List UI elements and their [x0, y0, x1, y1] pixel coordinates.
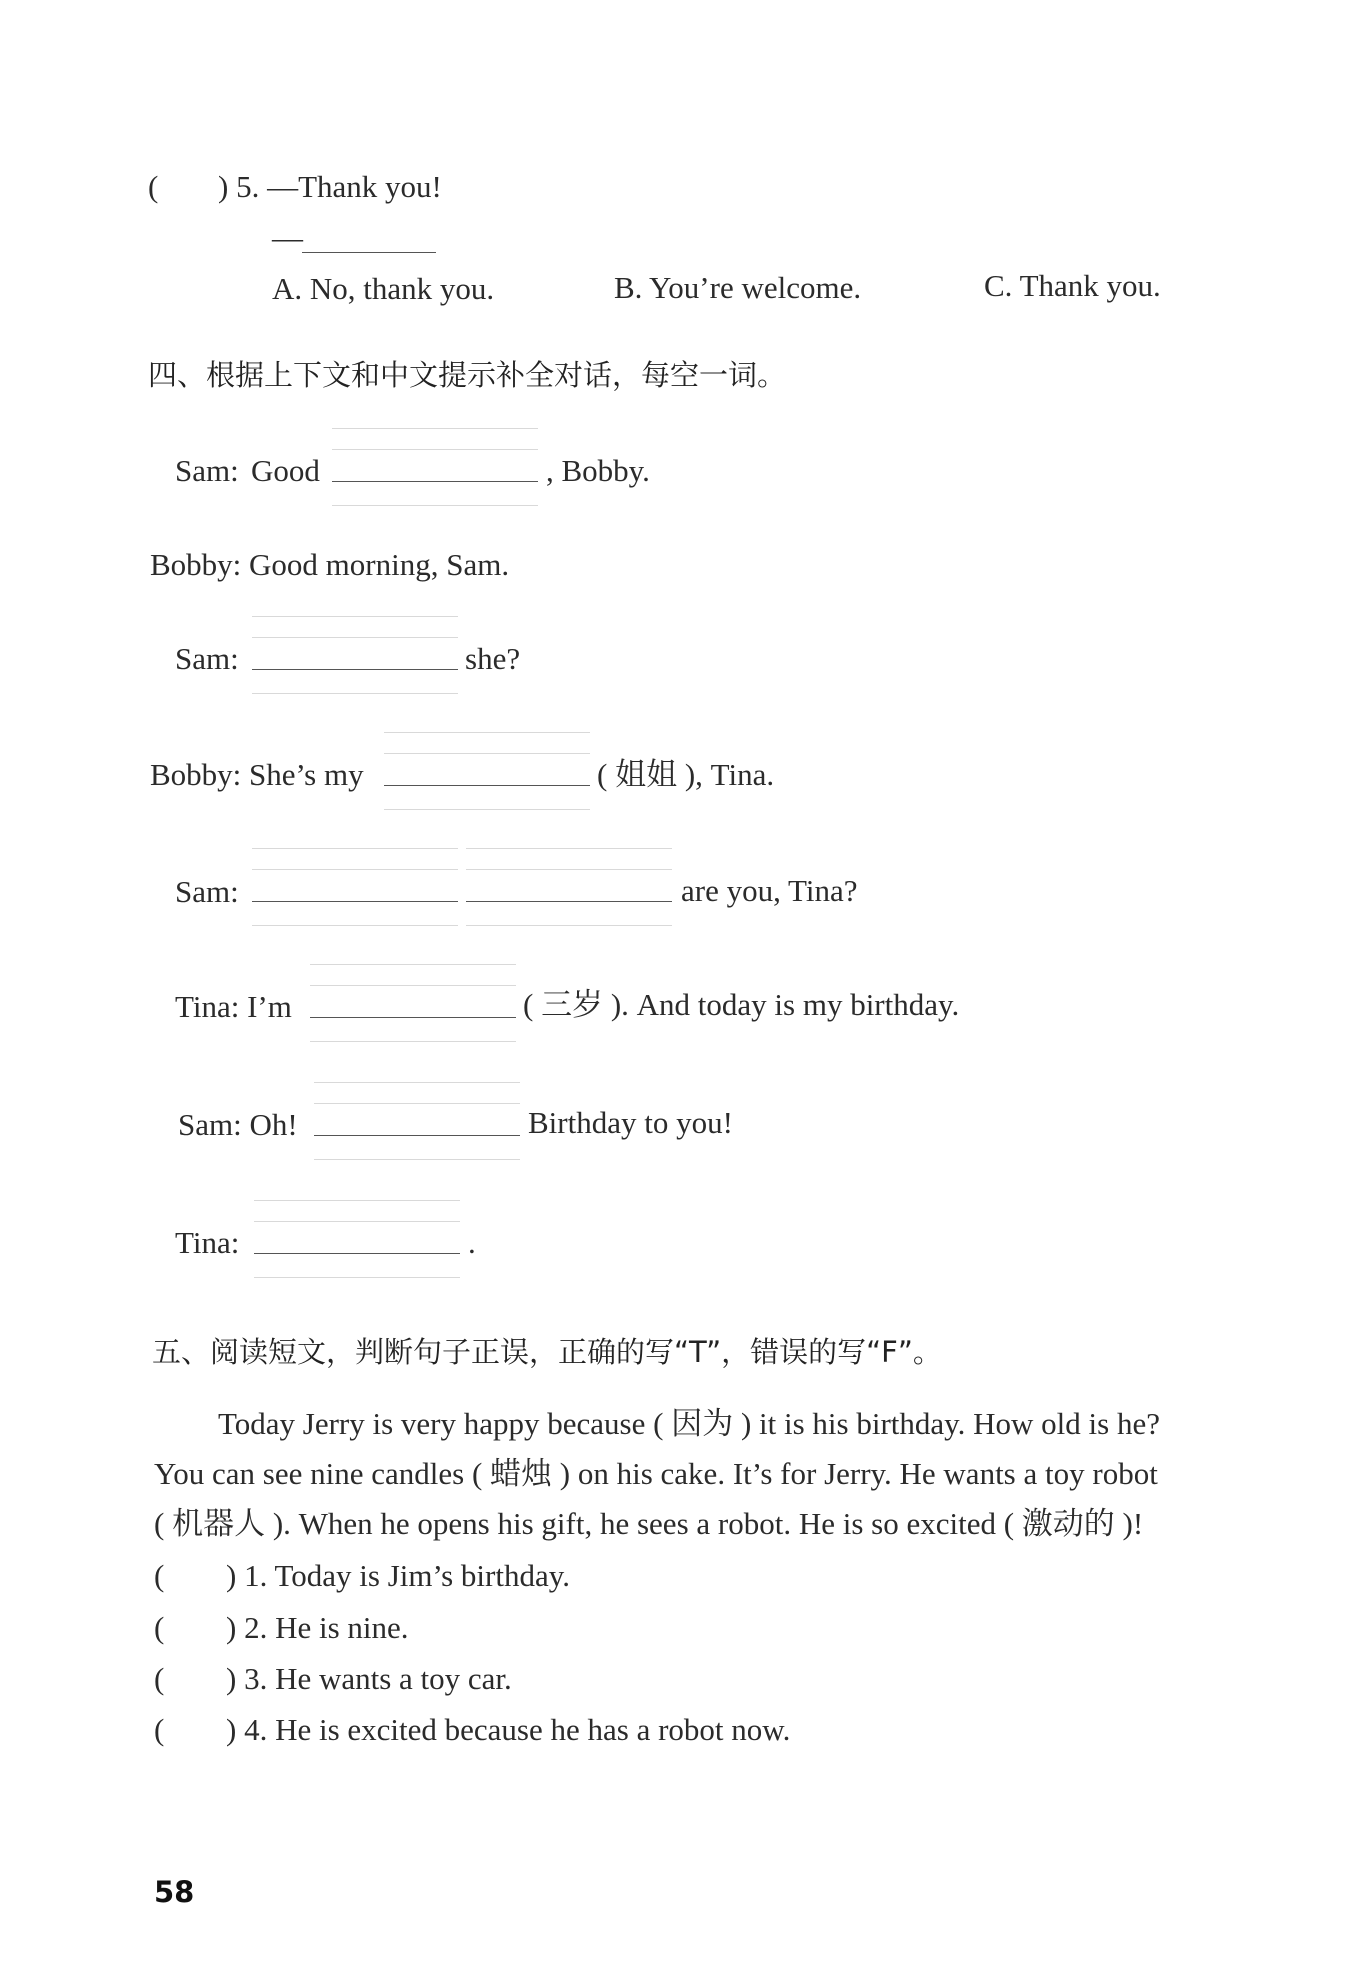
q5-open-paren: (	[148, 169, 159, 204]
tf-item-3: ) 3. He wants a toy car.	[226, 1661, 512, 1696]
tf-item-2: ) 2. He is nine.	[226, 1610, 409, 1645]
answer-blank-7[interactable]	[254, 1253, 460, 1254]
answer-blank-2[interactable]	[252, 669, 458, 670]
guide-line	[332, 449, 538, 450]
section4-heading: 四、根据上下文和中文提示补全对话，每空一词。	[148, 358, 787, 392]
tf-open-paren-3: (	[154, 1661, 165, 1696]
q5-stem: ) 5. —Thank you!	[218, 169, 442, 204]
dialogue-after-3: ( 姐姐 ), Tina.	[597, 757, 775, 792]
guide-line	[252, 616, 458, 617]
answer-blank-6[interactable]	[314, 1135, 520, 1136]
dialogue-after-2: she?	[465, 641, 521, 676]
guide-line	[310, 1041, 516, 1042]
q5-answer-dash: —	[272, 220, 303, 255]
dialogue-after-5: ( 三岁 ). And today is my birthday.	[523, 987, 960, 1022]
dialogue-line-bobby-2: Bobby: She’s my	[150, 757, 364, 792]
guide-line	[254, 1200, 460, 1201]
tf-item-4: ) 4. He is excited because he has a robot now.	[226, 1712, 791, 1747]
q5-option-a: A. No, thank you.	[272, 271, 495, 306]
guide-line	[384, 753, 590, 754]
guide-line	[254, 1221, 460, 1222]
dialogue-after-4: are you, Tina?	[681, 873, 858, 908]
answer-blank-5[interactable]	[310, 1017, 516, 1018]
page-number: 58	[154, 1875, 195, 1909]
guide-line	[310, 964, 516, 965]
guide-line	[252, 693, 458, 694]
answer-blank-4b[interactable]	[466, 901, 672, 902]
dialogue-line-tina-1: Tina: I’m	[175, 989, 292, 1024]
guide-line	[252, 848, 458, 849]
dialogue-after-7: .	[468, 1225, 476, 1260]
guide-line	[466, 848, 672, 849]
answer-blank-4a[interactable]	[252, 901, 458, 902]
tf-open-paren-2: (	[154, 1610, 165, 1645]
guide-line	[332, 428, 538, 429]
passage-line-2: You can see nine candles ( 蜡烛 ) on his cake. It’s for Jerry. He wants a toy robot	[154, 1456, 1158, 1491]
answer-blank-3[interactable]	[384, 785, 590, 786]
dialogue-speaker-sam-2: Sam:	[175, 641, 239, 676]
guide-line	[252, 637, 458, 638]
tf-open-paren-4: (	[154, 1712, 165, 1747]
guide-line	[254, 1277, 460, 1278]
dialogue-word-good: Good	[251, 453, 320, 488]
guide-line	[314, 1103, 520, 1104]
answer-blank-1[interactable]	[332, 481, 538, 482]
dialogue-after-6: Birthday to you!	[528, 1105, 733, 1140]
dialogue-line-sam-4: Sam: Oh!	[178, 1107, 298, 1142]
guide-line	[384, 809, 590, 810]
guide-line	[314, 1159, 520, 1160]
q5-option-b: B. You’re welcome.	[614, 270, 862, 305]
q5-option-c: C. Thank you.	[984, 268, 1161, 303]
guide-line	[310, 985, 516, 986]
dialogue-line-bobby-1: Bobby: Good morning, Sam.	[150, 547, 510, 582]
guide-line	[384, 732, 590, 733]
dialogue-speaker-sam-1: Sam:	[175, 453, 239, 488]
dialogue-after-1: , Bobby.	[546, 453, 650, 488]
guide-line	[332, 505, 538, 506]
section5-heading: 五、阅读短文，判断句子正误，正确的写“T”，错误的写“F”。	[152, 1335, 942, 1369]
dialogue-speaker-sam-3: Sam:	[175, 874, 239, 909]
tf-item-1: ) 1. Today is Jim’s birthday.	[226, 1558, 570, 1593]
tf-open-paren-1: (	[154, 1558, 165, 1593]
guide-line	[252, 925, 458, 926]
passage-line-3: ( 机器人 ). When he opens his gift, he sees a robot. He is so excited ( 激动的 )!	[154, 1506, 1144, 1541]
guide-line	[466, 925, 672, 926]
guide-line	[252, 869, 458, 870]
guide-line	[314, 1082, 520, 1083]
passage-line-1: Today Jerry is very happy because ( 因为 ) it is his birthday. How old is he?	[218, 1406, 1160, 1441]
guide-line	[466, 869, 672, 870]
q5-answer-blank[interactable]	[302, 252, 436, 253]
dialogue-speaker-tina-2: Tina:	[175, 1225, 240, 1260]
